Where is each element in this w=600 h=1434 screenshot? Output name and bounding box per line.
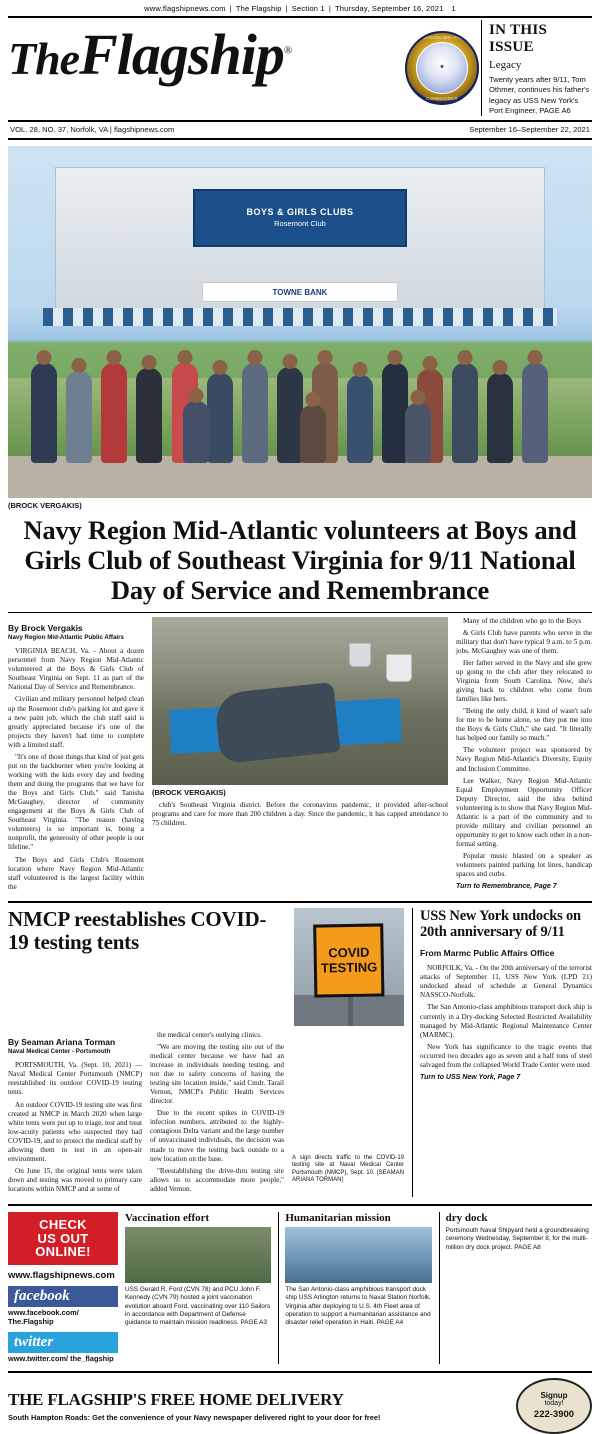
promo-card-image [285, 1227, 431, 1283]
nmcp-column-2 [150, 1031, 284, 1197]
navy-seal-icon [405, 31, 479, 105]
signup-line-1: Signup [540, 1390, 568, 1400]
usny-byline: From Marmc Public Affairs Office [420, 948, 555, 959]
home-delivery-banner [8, 1371, 592, 1434]
in-this-issue-heading: IN THIS ISSUE [489, 22, 548, 55]
covid-testing-sign: COVID TESTING [313, 924, 385, 998]
navy-seal-container [403, 20, 481, 116]
home-delivery-text-block [8, 1390, 508, 1422]
paper-title-the: The [8, 33, 80, 84]
masthead-title-block [8, 20, 403, 116]
twitter-url[interactable]: www.twitter.com/ the_flagship [8, 1353, 114, 1363]
promo-strip [8, 1204, 592, 1364]
check-us-out-block [8, 1212, 118, 1364]
bank-sign: TOWNE BANK [202, 282, 397, 302]
club-sign-title: BOYS & GIRLS CLUBS [246, 207, 354, 218]
promo-card-body: USS Gerald R. Ford (CVN 78) and PCU John F. Kennedy (CVN 79) hosted a joint vaccination evolution aboard Ford, vaccinating over 110 Sailors in accordance with Department of Defense guidance to maintain mission readiness. PAGE A3 [125, 1286, 271, 1327]
lower-section [8, 901, 592, 1197]
usny-body [420, 964, 592, 1083]
nmcp-byline: By Seaman Ariana Torman [8, 1036, 116, 1047]
covid-testing-sign-photo [294, 908, 404, 1026]
nmcp-column-1 [8, 1031, 142, 1197]
lead-story [8, 612, 592, 895]
issue-dates: September 16–September 22, 2021 [469, 125, 590, 134]
lead-column-3 [456, 617, 592, 895]
usny-jumpline[interactable]: Turn to USS New York, Page 7 [420, 1073, 521, 1081]
second-photo-credit: (BROCK VERGAKIS) [152, 787, 226, 797]
lead-headline: Navy Region Mid-Atlantic volunteers at Boys and Girls Club of Southeast Virginia for 9/11 National Day of Service and Remembrance [23, 515, 577, 606]
paint-bucket [349, 643, 371, 667]
masthead [8, 16, 592, 116]
promo-cards [125, 1212, 592, 1364]
check-line-2: US OUT [37, 1230, 89, 1246]
usny-headline: USS New York undocks on 20th anniversary of 9/11 [420, 907, 581, 940]
lead-byline: By Brock Vergakis [8, 622, 83, 633]
club-sign-subtitle: Rosemont Club [274, 218, 326, 228]
promo-card-body: Portsmouth Naval Shipyard held a groundbreaking ceremony Wednesday, September 8, for the multi-million dry dock project. PAGE A8 [445, 1227, 589, 1251]
usny-paragraph: NORFOLK, Va. - On the 20th anniversary of the terrorist attacks of September 11, USS New York (LPD 21) undocked ahead of schedule at General Dynamics NASSCO-Norfolk. [420, 964, 592, 1000]
nmcp-paragraph: PORTSMOUTH, Va. (Sept. 10, 2021) — Naval Medical Center Portsmouth (NMCP) reestablished its outdoor COVID-19 testing tents. [8, 1061, 142, 1097]
promo-card-body: The San Antonio-class amphibious transport dock ship USS Arlington returns to Naval Station Norfolk, Virginia after deploying to U.S. 4th Fleet area of operation to support a humanitarian assistance and disaster relief operation in Haiti. PAGE A4 [285, 1286, 431, 1327]
nmcp-byline-affiliation: Naval Medical Center - Portsmouth [8, 1048, 111, 1056]
lead-column-2 [152, 617, 448, 895]
topbar-section: Section 1 [291, 4, 325, 13]
lead-paragraph: The Boys and Girls Club's Rosemont location where Navy Region Mid-Atlantic staff volunteered is the largest facility within the [8, 855, 144, 891]
nmcp-paragraph: "We are moving the testing site out of the medical center because we have had an increase in individuals needing testing, and not due to safety concerns of having the testing site location inside," said Cmdr. Tarail Vernon, NMCP's Public Health Services director. [150, 1042, 284, 1106]
in-this-issue-box [481, 20, 592, 116]
nmcp-paragraph: Due to the recent spikes in COVID-19 infection numbers, attributed to the highly-contagious Delta variant and the large number of unvaccinated individuals, the decision was made to move the testing back outside to a new location on the base. [150, 1109, 284, 1163]
nmcp-paragraph: the medical center's outlying clinics. [157, 1030, 262, 1039]
topbar-date: Thursday, September 16, 2021 [335, 4, 444, 13]
volunteer-group [8, 280, 592, 463]
topbar-sep-2: | [285, 4, 288, 13]
home-delivery-subtitle: South Hampton Roads: Get the convenience of your Navy newspaper delivered right to your door for free! [8, 1412, 381, 1422]
topbar-sep-1: | [229, 4, 232, 13]
paper-title-flagship: Flagship [79, 22, 284, 87]
promo-card[interactable] [278, 1212, 431, 1364]
topbar-site: www.flagshipnews.com [144, 4, 226, 13]
topbar-sep-3: | [328, 4, 331, 13]
club-sign [193, 189, 408, 247]
home-delivery-title: THE FLAGSHIP'S FREE HOME DELIVERY [8, 1389, 344, 1409]
lead-paragraph: club's Southeast Virginia district. Before the coronavirus pandemic, it provided after-school programs and care for more than 200 children a day. Since the pandemic, it has capped attendance to 75 children. [152, 801, 448, 828]
signup-phone: 222-3900 [533, 1408, 575, 1420]
lead-paragraph: & Girls Club have parents who serve in the military that don't have typical 9 a.m. to 5 p.m. jobs. McGaughey was one of them. [456, 628, 592, 655]
story-nmcp [8, 908, 404, 1197]
usny-paragraph: The San Antonio-class amphibious transport dock ship is currently in a Dry-docking Selected Restricted Availability managed by Mid-Atlantic Regional Maintenance Center (MARMC). [420, 1003, 592, 1039]
promo-card[interactable] [125, 1212, 271, 1364]
check-us-out-banner [8, 1212, 118, 1265]
promo-card-image [125, 1227, 271, 1283]
nmcp-paragraph: An outdoor COVID-19 testing site was first created at NMCP in March 2020 when large white tents were put up to triage, test and treat low-acuity patients who suspected they had COVID-19, and to protect the medical staff by allowing them to test in an open-air environment. [8, 1100, 142, 1163]
topbar-paper: The Flagship [235, 4, 282, 13]
lead-paragraph: Civilian and military personnel helped clean up the Rosemont club's parking lot and gave it a new paint job, which the club staff said is greatly appreciated because it's one of the projects they haven't had time to complete with a limited staff. [8, 695, 144, 749]
volunteers-painting-photo [152, 617, 448, 785]
signup-line-2: today! [544, 1399, 564, 1407]
lead-byline-affiliation: Navy Region Mid-Atlantic Public Affairs [8, 634, 124, 642]
facebook-url[interactable]: www.facebook.com/ The.Flagship [8, 1308, 79, 1326]
lead-column-1 [8, 617, 144, 895]
check-line-3: ONLINE! [35, 1244, 91, 1260]
lead-paragraph: Lee Walker, Navy Region Mid-Atlantic Equal Employment Opportunity Officer Deputy Director, said the idea behind volunteering is to show that Navy Region Mid-Atlantic is a part of the community and to provide military and civilian personnel an opportunity to get to know each other in a non-formal setting. [456, 776, 592, 849]
website-url[interactable]: www.flagshipnews.com [8, 1270, 115, 1282]
masthead-info-rule [8, 120, 592, 140]
promo-card-title: Vaccination effort [125, 1212, 210, 1225]
facebook-badge[interactable]: facebook [8, 1286, 118, 1307]
kneeling-volunteer [214, 682, 341, 764]
lead-jumpline[interactable]: Turn to Remembrance, Page 7 [456, 883, 557, 891]
nmcp-paragraph: "Reestablishing the drive-thru testing site allows us to accommodate more people," added Vernon. [150, 1166, 284, 1193]
lead-photo [8, 146, 592, 498]
promo-card-title: dry dock [445, 1212, 488, 1225]
usny-paragraph: New York has significance to the tragic events that occurred two decades ago as seven and a half tons of steel salvaged from the collapsed World Trade Center were used [420, 1042, 592, 1069]
promo-card-title: Humanitarian mission [285, 1212, 391, 1225]
lead-paragraph: "It's one of those things that kind of just gets put on the backburner when you're looking at working with the kids every day and feeding them and doing the programs that we have for the Boys and Girls Club," said Tanisha McGaughey, director of community engagement at the Boys & Girls Club of Southeast Virginia. "The reason (having volunteers) is so important is, being a nonprofit, the generosity of other people is our lifeline." [8, 752, 144, 852]
paper-title [8, 22, 403, 87]
lead-paragraph: VIRGINIA BEACH, Va. - About a dozen personnel from Navy Region Mid-Atlantic volunteered at the Boys & Girls Club of Southeast Virginia on Sept. 11 as part of the National Day of Service and Remembrance. [8, 647, 144, 692]
story-uss-new-york [412, 908, 592, 1197]
volume-info: VOL. 28, NO. 37, Norfolk, VA | flagshipnews.com [10, 125, 175, 134]
seal-top-text: NAVY REGION MID-ATLANTIC [407, 35, 477, 40]
lead-paragraph: "Being the only child, it kind of wasn't safe for me to be home alone, so they put me into the Boys & Girls Club," she said. "It literally has helped our family so much." [456, 707, 592, 743]
lead-paragraph: The volunteer project was sponsored by Navy Region Mid-Atlantic's Diversity, Equity and Inclusion Committee. [456, 746, 592, 773]
topbar-page-number: 1 [451, 4, 456, 13]
nmcp-paragraph: On June 15, the original tents were taken down and testing was moved to primary care locations within NMCP and at some of [8, 1166, 142, 1194]
seal-inner: ★ [416, 42, 468, 94]
nmcp-body [8, 1031, 404, 1197]
paint-bucket [386, 654, 412, 682]
check-line-1: CHECK [39, 1217, 87, 1233]
lead-paragraph: Popular music blasted on a speaker as volunteers painted parking lot lines, handicap spaces and curbs. [456, 852, 592, 879]
sign-post [348, 993, 353, 1026]
covid-photo-caption: A sign directs traffic to the COVID-19 testing site at Naval Medical Center Portsmouth (NMCP), Sept. 10. (SEAMAN ARIANA TORMAN) [292, 1154, 404, 1184]
seal-bottom-text: COMMANDER [426, 96, 458, 101]
twitter-badge[interactable]: twitter [8, 1332, 118, 1353]
signup-stamp[interactable] [516, 1378, 592, 1434]
lead-photo-credit: (BROCK VERGAKIS) [8, 501, 82, 510]
lead-paragraph: Her father served in the Navy and she grew up going to the club after they relocated to Virginia from South Carolina. Now, she's giving back to children who come from families like hers. [456, 658, 592, 704]
lead-paragraph: Many of the children who go to the Boys [463, 616, 582, 625]
page-topbar [8, 0, 592, 16]
registered-mark: ® [283, 44, 292, 57]
nmcp-column-3 [292, 1031, 404, 1197]
nmcp-headline: NMCP reestablishes COVID-19 testing tents [8, 906, 267, 955]
in-this-issue-body: Twenty years after 9/11, Tom Othmer, continues his father's legacy as USS New York's Port Engineer, PAGE A6 [489, 75, 590, 115]
promo-card[interactable] [439, 1212, 592, 1364]
in-this-issue-subhead: Legacy [489, 59, 522, 71]
